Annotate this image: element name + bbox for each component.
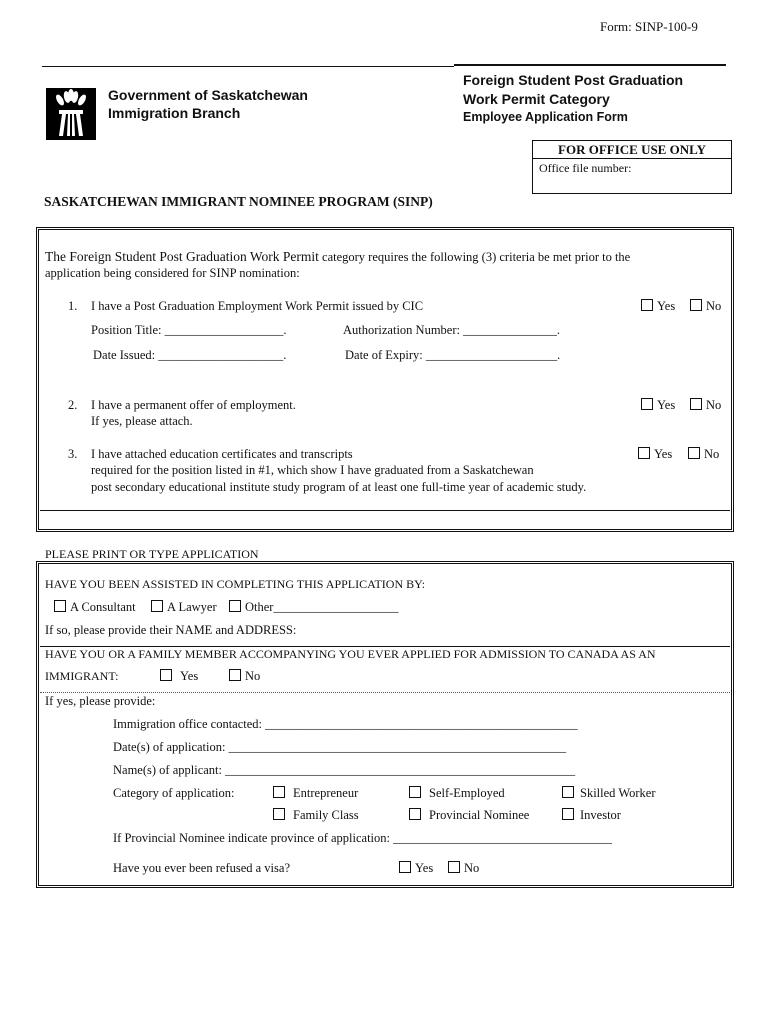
assist-provide-note: If so, please provide their NAME and ADDRESS: [45, 623, 297, 637]
item2-no-option[interactable] [690, 398, 721, 413]
form-title-line1: Foreign Student Post Graduation [463, 72, 684, 88]
criteria-intro-rest: category requires the following (3) criteria be met prior to the [318, 250, 631, 264]
category-entrepreneur-option[interactable] [273, 786, 358, 801]
criteria-intro-line2: application being considered for SINP nomination: [45, 266, 300, 280]
category-skilled-worker-label: Skilled Worker [580, 786, 656, 800]
assist-heading: HAVE YOU BEEN ASSISTED IN COMPLETING THIS APPLICATION BY: [45, 577, 426, 591]
refused-yes-label: Yes [415, 861, 434, 875]
assist-consultant-checkbox[interactable] [54, 600, 66, 612]
item3-text-line3: post secondary educational institute study program of at least one full-time year of academic study. [91, 480, 587, 494]
prior-yes-checkbox[interactable] [160, 669, 172, 681]
category-family-class-option[interactable] [273, 808, 359, 823]
refused-no-label: No [464, 861, 480, 875]
item2-yes-label: Yes [657, 398, 676, 412]
category-entrepreneur-label: Entrepreneur [293, 786, 359, 800]
assist-lawyer-checkbox[interactable] [151, 600, 163, 612]
form-subtitle: Employee Application Form [463, 110, 628, 124]
item3-yes-option[interactable] [638, 447, 672, 462]
prior-if-yes-note: If yes, please provide: [45, 694, 156, 708]
item2-no-label: No [706, 398, 722, 412]
item2-yes-option[interactable] [641, 398, 675, 413]
item3-yes-label: Yes [654, 447, 673, 461]
refused-no-option[interactable] [448, 861, 479, 876]
assist-consultant-option[interactable] [54, 600, 136, 615]
item1-number: 1. [68, 299, 78, 313]
provincial-nominee-province-field[interactable]: If Provincial Nominee indicate province of application: ___________________________________ [113, 831, 612, 845]
item3-text: I have attached education certificates and transcripts [91, 447, 353, 461]
prior-no-checkbox[interactable] [229, 669, 241, 681]
refused-yes-checkbox[interactable] [399, 861, 411, 873]
category-self-employed-label: Self-Employed [429, 786, 505, 800]
category-family-class-checkbox[interactable] [273, 808, 285, 820]
item2-yes-checkbox[interactable] [641, 398, 653, 410]
applicant-names-field[interactable]: Name(s) of applicant: ________________________________________________________ [113, 763, 576, 777]
date-issued-field[interactable]: Date Issued: ____________________. [93, 348, 287, 362]
criteria-box-divider [40, 510, 730, 511]
item1-no-option[interactable] [690, 299, 721, 314]
item2-no-checkbox[interactable] [690, 398, 702, 410]
criteria-intro [45, 249, 630, 265]
office-use-heading: FOR OFFICE USE ONLY [533, 141, 731, 159]
form-code: Form: SINP-100-9 [600, 19, 698, 34]
item1-text: I have a Post Graduation Employment Work Permit issued by CIC [91, 299, 424, 313]
position-title-field[interactable]: Position Title: ___________________. [91, 323, 287, 337]
prior-yes-option[interactable] [160, 669, 198, 684]
prior-divider [40, 692, 730, 693]
category-self-employed-checkbox[interactable] [409, 786, 421, 798]
item3-number: 3. [68, 447, 78, 461]
header-rule-right [454, 64, 726, 66]
category-investor-checkbox[interactable] [562, 808, 574, 820]
item1-no-label: No [706, 299, 722, 313]
refused-yes-option[interactable] [399, 861, 433, 876]
office-use-box [532, 140, 732, 194]
item3-no-checkbox[interactable] [688, 447, 700, 459]
item2-text: I have a permanent offer of employment. [91, 398, 296, 412]
category-skilled-worker-option[interactable] [562, 786, 656, 801]
refused-visa-question: Have you ever been refused a visa? [113, 861, 290, 875]
criteria-intro-category: The Foreign Student Post Graduation Work Permit [45, 249, 319, 264]
print-note: PLEASE PRINT OR TYPE APPLICATION [45, 547, 259, 561]
item1-yes-label: Yes [657, 299, 676, 313]
org-name: Government of Saskatchewan [108, 87, 308, 103]
category-provincial-nominee-option[interactable] [409, 808, 529, 823]
assist-consultant-label: A Consultant [70, 600, 136, 614]
category-provincial-nominee-checkbox[interactable] [409, 808, 421, 820]
item3-text-line2: required for the position listed in #1, which show I have graduated from a Saskatchewan [91, 463, 534, 477]
application-dates-field[interactable]: Date(s) of application: ______________________________________________________ [113, 740, 567, 754]
date-of-expiry-field[interactable]: Date of Expiry: _____________________. [345, 348, 561, 362]
item1-yes-checkbox[interactable] [641, 299, 653, 311]
category-investor-label: Investor [580, 808, 621, 822]
category-self-employed-option[interactable] [409, 786, 505, 801]
item1-yes-option[interactable] [641, 299, 675, 314]
immigration-office-field[interactable]: Immigration office contacted: __________________________________________________ [113, 717, 578, 731]
assist-lawyer-option[interactable] [151, 600, 217, 615]
assist-other-option[interactable] [229, 600, 398, 615]
category-label: Category of application: [113, 786, 235, 800]
item3-yes-checkbox[interactable] [638, 447, 650, 459]
item3-no-option[interactable] [688, 447, 719, 462]
authorization-number-field[interactable]: Authorization Number: _______________. [343, 323, 560, 337]
saskatchewan-wheat-logo [46, 88, 96, 140]
header-rule [42, 66, 454, 67]
category-investor-option[interactable] [562, 808, 621, 823]
prior-heading: HAVE YOU OR A FAMILY MEMBER ACCOMPANYING YOU EVER APPLIED FOR ADMISSION TO CANADA AS AN [45, 647, 656, 661]
item2-note: If yes, please attach. [91, 414, 193, 428]
category-entrepreneur-checkbox[interactable] [273, 786, 285, 798]
office-file-number-field[interactable]: Office file number: [539, 161, 632, 175]
form-title-line2: Work Permit Category [463, 91, 610, 107]
category-family-class-label: Family Class [293, 808, 359, 822]
item1-no-checkbox[interactable] [690, 299, 702, 311]
prior-no-option[interactable] [229, 669, 260, 684]
assist-other-field[interactable]: Other____________________ [245, 600, 399, 614]
category-skilled-worker-checkbox[interactable] [562, 786, 574, 798]
program-title: SASKATCHEWAN IMMIGRANT NOMINEE PROGRAM (SINP) [44, 194, 433, 209]
org-branch: Immigration Branch [108, 105, 241, 121]
category-provincial-nominee-label: Provincial Nominee [429, 808, 530, 822]
item2-number: 2. [68, 398, 78, 412]
item3-no-label: No [704, 447, 720, 461]
prior-no-label: No [245, 669, 261, 683]
assist-lawyer-label: A Lawyer [167, 600, 217, 614]
assist-other-checkbox[interactable] [229, 600, 241, 612]
prior-heading-line2: IMMIGRANT: [45, 669, 119, 683]
refused-no-checkbox[interactable] [448, 861, 460, 873]
prior-yes-label: Yes [180, 669, 199, 683]
